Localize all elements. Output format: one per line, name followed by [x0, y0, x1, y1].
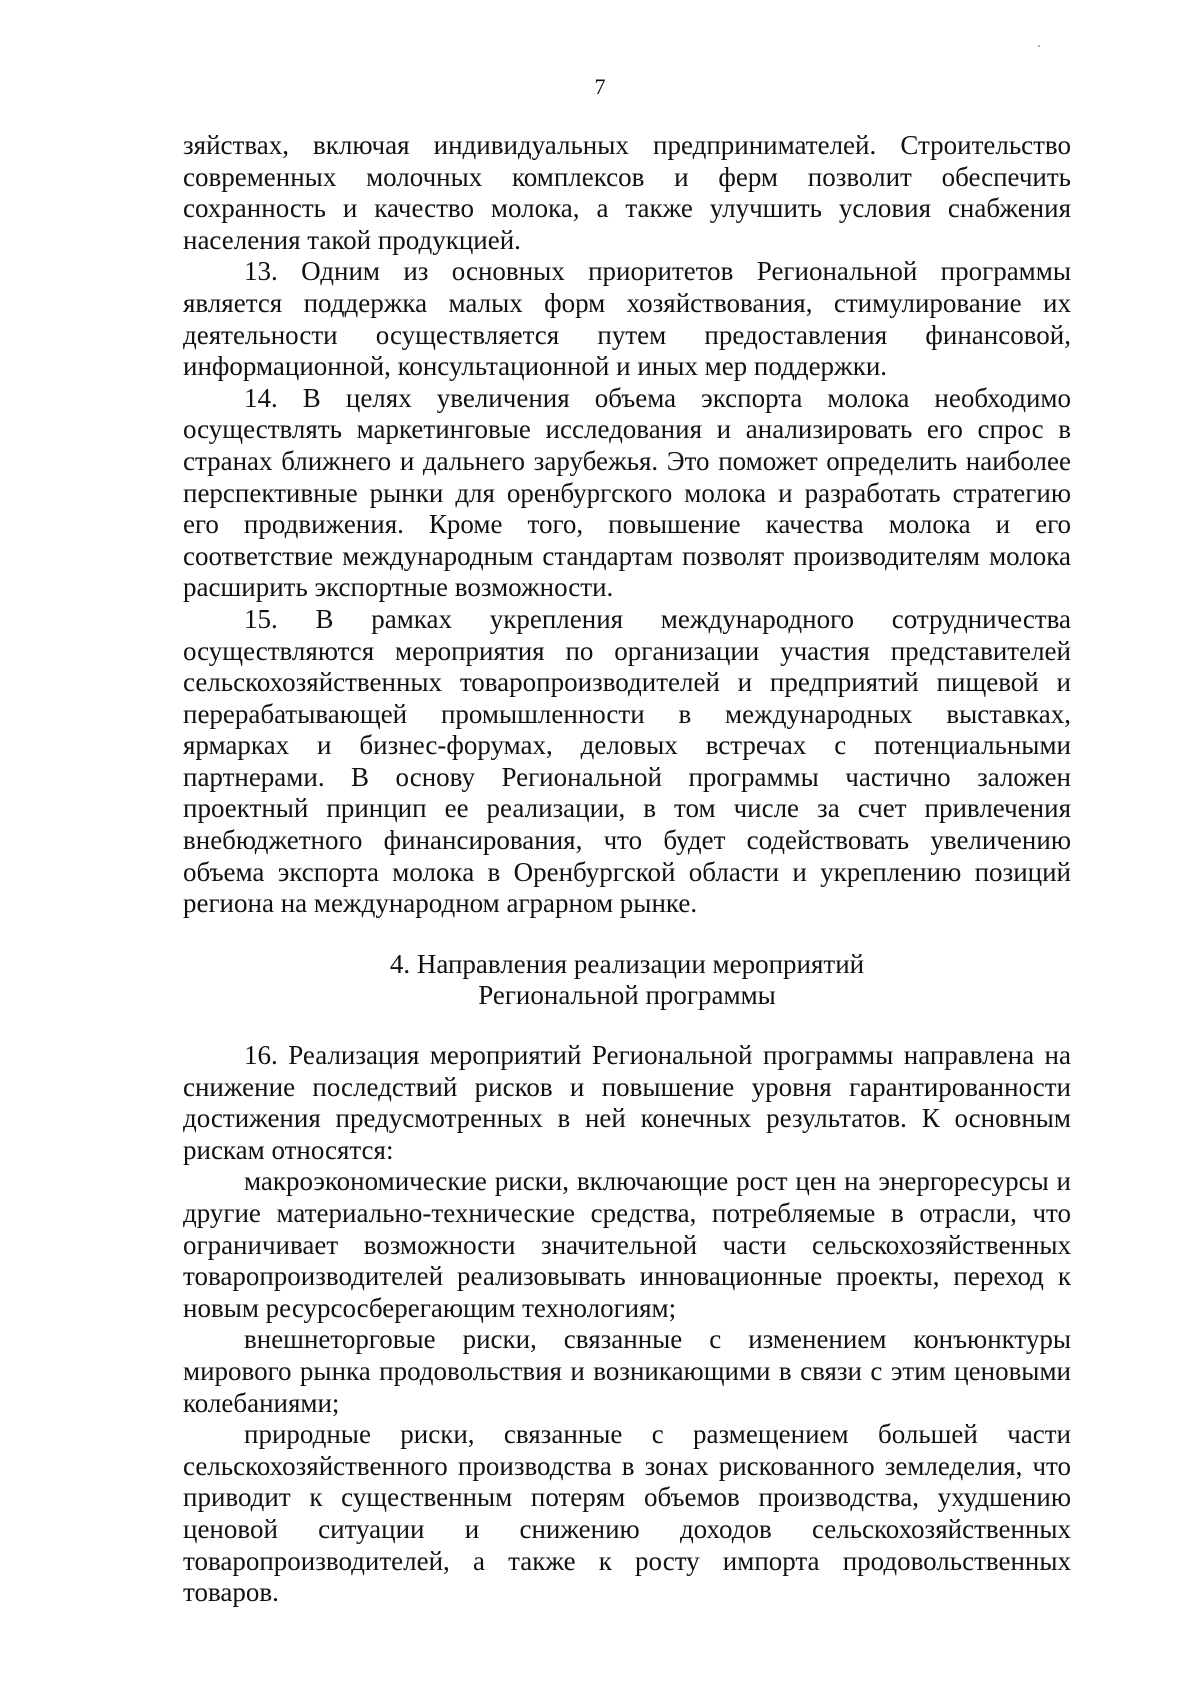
- paragraph-continuation: зяйствах, включая индивидуальных предпринимателей. Строительство современных молочных комплексов и ферм позволит обеспечить сохранность и качество молока, а также улучшить условия снабжения населения такой продукцией.: [183, 130, 1071, 255]
- paragraph-16: 16. Реализация мероприятий Региональной программы направлена на снижение последствий рисков и повышение уровня гарантированности достижения предусмотренных в ней конечных результатов. К основным рискам относятся:: [183, 1040, 1071, 1165]
- scan-speck: [1038, 45, 1040, 47]
- section-heading-line-1: 4. Направления реализации мероприятий: [389, 948, 865, 979]
- paragraph-15: 15. В рамках укрепления международного сотрудничества осуществляются мероприятия по организации участия представителей сельскохозяйственных товаропроизводителей и предприятий пищевой и перерабатывающей промышленности в международных выставках, ярмарках и бизнес-форумах, деловых встречах с потенциальными партнерами. В основу Региональной программы частично заложен проектный принцип ее реализации, в том числе за счет привлечения внебюджетного финансирования, что будет содействовать увеличению объема экспорта молока в Оренбургской области и укреплению позиций региона на международном аграрном рынке.: [183, 603, 1071, 919]
- document-body: [183, 130, 1071, 1609]
- paragraph-14: 14. В целях увеличения объема экспорта молока необходимо осуществлять маркетинговые исследования и анализировать его спрос в странах ближнего и дальнего зарубежья. Это поможет определить наиболее перспективные рынки для оренбургского молока и разработать стратегию его продвижения. Кроме того, повышение качества молока и его соответствие международным стандартам позволят производителям молока расширить экспортные возможности.: [183, 382, 1071, 603]
- paragraph-13: 13. Одним из основных приоритетов Региональной программы является поддержка малых форм хозяйствования, стимулирование их деятельности осуществляется путем предоставления финансовой, информационной, консультационной и иных мер поддержки.: [183, 256, 1071, 382]
- risk-foreign-trade: внешнеторговые риски, связанные с изменением конъюнктуры мирового рынка продовольствия и возникающими в связи с этим ценовыми колебаниями;: [183, 1324, 1071, 1418]
- section-heading-line-2: Региональной программы: [478, 980, 776, 1011]
- risk-macroeconomic: макроэкономические риски, включающие рост цен на энергоресурсы и другие материально-технические средства, потребляемые в отрасли, что ограничивает возможности значительной части сельскохозяйственных товаропроизводителей реализовывать инновационные проекты, переход к новым ресурсосберегающим технологиям;: [183, 1166, 1071, 1323]
- section-heading: [183, 949, 1071, 1012]
- page-number: 7: [594, 74, 606, 99]
- risk-natural: природные риски, связанные с размещением большей части сельскохозяйственного производства в зонах рискованного земледелия, что приводит к существенным потерям объемов производства, ухудшению ценовой ситуации и снижению доходов сельскохозяйственных товаропроизводителей, а также к росту импорта продовольственных товаров.: [183, 1419, 1071, 1608]
